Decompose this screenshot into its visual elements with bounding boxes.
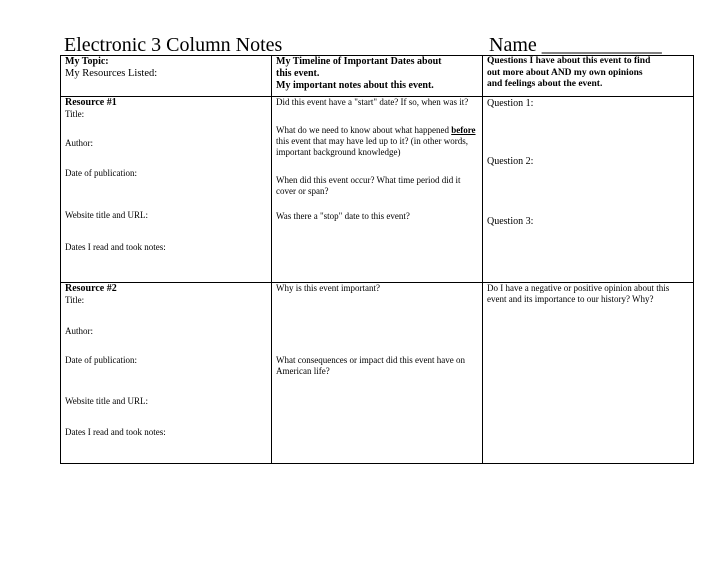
- consequences-prompt: What consequences or impact did this event have on American life?: [276, 355, 465, 376]
- resource-1-title-label: Title:: [65, 109, 85, 119]
- when-prompt: When did this event occur? What time period did it cover or span?: [276, 175, 461, 196]
- resource-1-cell[interactable]: [61, 97, 272, 283]
- question-1-label: Question 1:: [487, 98, 534, 109]
- resource-2-dates-read-label: Dates I read and took notes:: [65, 427, 166, 437]
- notes-table: [60, 55, 694, 464]
- name-field-label: Name ____________: [489, 34, 662, 56]
- opinion-prompt: Do I have a negative or positive opinion about this event and its importance to our history? Why?: [487, 283, 670, 304]
- header-row: [61, 56, 694, 97]
- timeline-header-line3: My important notes about this event.: [276, 80, 434, 91]
- resources-listed-label: My Resources Listed:: [65, 68, 158, 79]
- timeline-2-cell[interactable]: [272, 283, 483, 464]
- resource-2-heading: Resource #2: [65, 283, 117, 294]
- resource-2-cell[interactable]: [61, 283, 272, 464]
- question-2-label: Question 2:: [487, 156, 534, 167]
- resource-2-website-label: Website title and URL:: [65, 396, 149, 406]
- resource-2-date-label: Date of publication:: [65, 355, 137, 365]
- resource-1-date-label: Date of publication:: [65, 168, 137, 178]
- start-date-prompt: Did this event have a "start" date? If so, when was it?: [276, 97, 469, 107]
- questions-1-cell[interactable]: [483, 97, 694, 283]
- resource-1-website-label: Website title and URL:: [65, 210, 149, 220]
- resource-2-author-label: Author:: [65, 326, 93, 336]
- questions-header-line2: out more about AND my own opinions: [487, 67, 643, 78]
- questions-header-line1: Questions I have about this event to find: [487, 56, 651, 66]
- resource-2-row: [61, 283, 694, 464]
- stop-date-prompt: Was there a "stop" date to this event?: [276, 211, 410, 221]
- resource-1-heading: Resource #1: [65, 97, 117, 108]
- timeline-header-line1: My Timeline of Important Dates about: [276, 56, 442, 67]
- timeline-header-line2: this event.: [276, 68, 320, 79]
- resource-1-dates-read-label: Dates I read and took notes:: [65, 242, 166, 252]
- resource-1-author-label: Author:: [65, 138, 93, 148]
- resource-2-title-label: Title:: [65, 295, 85, 305]
- questions-header-cell: [483, 56, 694, 97]
- timeline-header-cell: [272, 56, 483, 97]
- questions-header-line3: and feelings about the event.: [487, 79, 603, 89]
- page-title: Electronic 3 Column Notes: [64, 34, 283, 56]
- question-3-label: Question 3:: [487, 216, 534, 227]
- before-prompt: What do we need to know about what happened before this event that may have led up to it? (in other words, important background knowledge): [276, 125, 476, 157]
- resource-1-row: [61, 97, 694, 283]
- timeline-1-cell[interactable]: [272, 97, 483, 283]
- topic-header-cell: [61, 56, 272, 97]
- important-prompt: Why is this event important?: [276, 283, 380, 293]
- opinion-cell[interactable]: [483, 283, 694, 464]
- topic-label: My Topic:: [65, 56, 109, 67]
